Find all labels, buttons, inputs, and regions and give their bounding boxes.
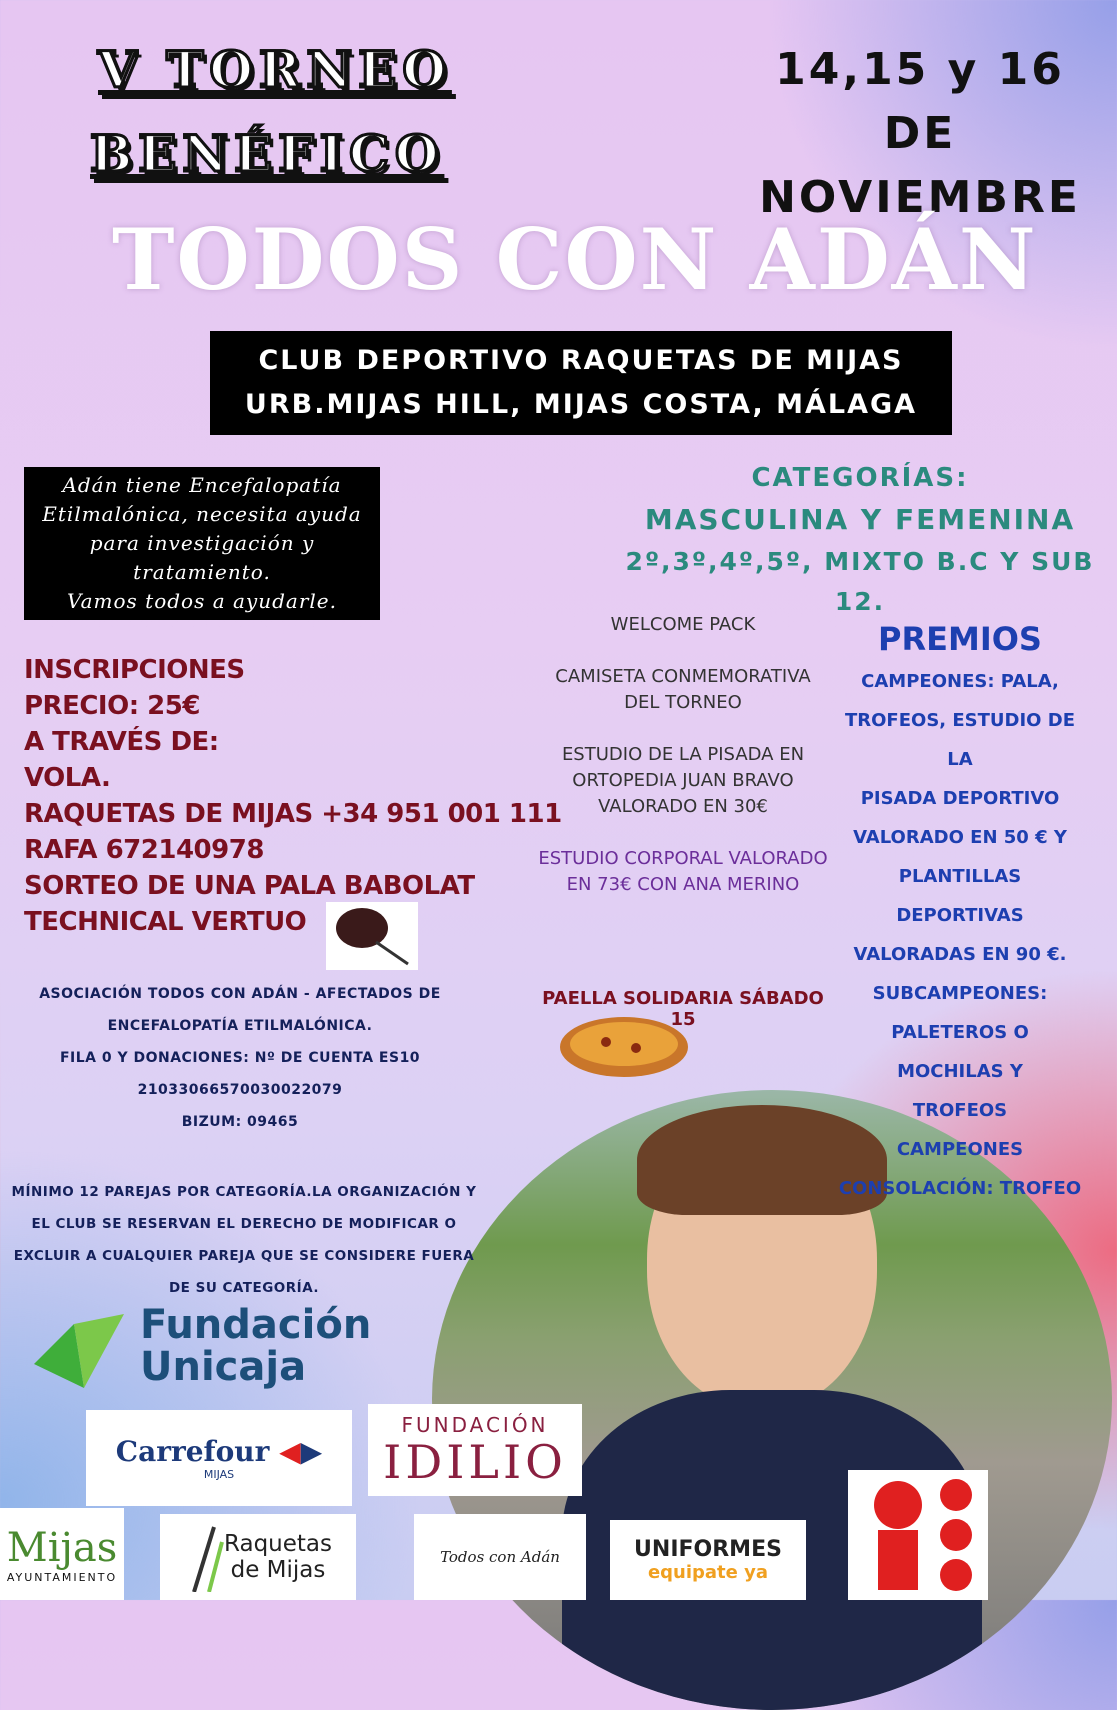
prize-line: SUBCAMPEONES: bbox=[872, 983, 1048, 1004]
idilio-text: IDILIO bbox=[383, 1435, 567, 1489]
mijas-text: Mijas bbox=[6, 1524, 118, 1571]
prize-line: PLANTILLAS DEPORTIVAS bbox=[896, 866, 1024, 926]
venue-line1: CLUB DEPORTIVO RAQUETAS DE MIJAS bbox=[258, 345, 904, 376]
unicaja-text: Fundación bbox=[140, 1302, 372, 1348]
rules-line: EXCLUIR A CUALQUIER PAREJA QUE SE CONSIDERE FUERA bbox=[13, 1248, 475, 1264]
prizes-title: PREMIOS bbox=[878, 620, 1042, 658]
categories-line2: 2º,3º,4º,5º, MIXTO B.C Y SUB 12. bbox=[625, 547, 1095, 616]
padel-racket-image bbox=[326, 902, 418, 970]
paella-image bbox=[556, 1014, 692, 1084]
uniformes-sub: equipate ya bbox=[647, 1562, 769, 1583]
raquetas-text: Raquetas bbox=[224, 1531, 332, 1557]
inscriptions-line: TECHNICAL VERTUO bbox=[24, 907, 307, 937]
venue-box bbox=[210, 331, 952, 435]
rules-line: MÍNIMO 12 PAREJAS POR CATEGORÍA.LA ORGANIZACIÓN Y bbox=[11, 1184, 477, 1200]
inscriptions-line: INSCRIPCIONES bbox=[24, 655, 245, 685]
red-sports-logo bbox=[848, 1470, 988, 1600]
date-line2: NOVIEMBRE bbox=[759, 172, 1081, 223]
prizes bbox=[835, 620, 1085, 1208]
carrefour-sub: MIJAS bbox=[203, 1468, 235, 1481]
info-line: Vamos todos a ayudarle. bbox=[67, 589, 337, 613]
mijas-logo bbox=[0, 1508, 124, 1600]
inscriptions-line: PRECIO: 25€ bbox=[24, 691, 200, 721]
info-box bbox=[24, 467, 380, 620]
unicaja-logo bbox=[24, 1304, 371, 1388]
welcome-pack bbox=[530, 612, 836, 898]
uniformes-text: UNIFORMES bbox=[634, 1537, 782, 1562]
inscriptions-line: SORTEO DE UNA PALA BABOLAT bbox=[24, 871, 475, 901]
prize-line: PISADA DEPORTIVO bbox=[860, 788, 1060, 809]
raquetas-text: de Mijas bbox=[230, 1557, 326, 1583]
rules-line: EL CLUB SE RESERVAN EL DERECHO DE MODIFICAR O bbox=[31, 1216, 457, 1232]
inscriptions-line: A TRAVÉS DE: bbox=[24, 727, 219, 757]
association-line: FILA 0 Y DONACIONES: Nº DE CUENTA ES10 bbox=[59, 1050, 421, 1066]
carrefour-text: Carrefour bbox=[115, 1435, 270, 1468]
association-info bbox=[20, 978, 460, 1138]
prize-line: VALORADO EN 50 € Y bbox=[853, 827, 1067, 848]
association-line: ASOCIACIÓN TODOS CON ADÁN - AFECTADOS DE bbox=[39, 986, 441, 1002]
idilio-logo bbox=[368, 1404, 582, 1496]
inscriptions bbox=[24, 652, 562, 940]
prize-line: TROFEOS bbox=[912, 1100, 1008, 1121]
idilio-top: FUNDACIÓN bbox=[401, 1413, 549, 1437]
welcome-pack-item: CAMISETA CONMEMORATIVA DEL TORNEO bbox=[555, 666, 811, 713]
welcome-pack-title: WELCOME PACK bbox=[610, 614, 756, 635]
title-line1: V TORNEO bbox=[98, 40, 452, 99]
paella-label: PAELLA SOLIDARIA SÁBADO 15 bbox=[542, 988, 824, 1030]
prize-line: PALETEROS O MOCHILAS Y bbox=[891, 1022, 1029, 1082]
association-line: 21033066570030022079 bbox=[137, 1082, 343, 1098]
todos-con-adan-logo bbox=[414, 1514, 586, 1600]
carrefour-logo: Carrefour ◀▶ MIJAS bbox=[86, 1410, 352, 1506]
association-line: BIZUM: 09465 bbox=[181, 1114, 299, 1130]
info-line: Adán tiene Encefalopatía bbox=[62, 473, 342, 497]
mijas-sub: AYUNTAMIENTO bbox=[6, 1570, 118, 1584]
categories-line1: MASCULINA Y FEMENINA bbox=[644, 503, 1076, 536]
unicaja-leaf-icon bbox=[24, 1304, 124, 1388]
categories-title: CATEGORÍAS: bbox=[751, 463, 969, 493]
raquetas-logo bbox=[160, 1514, 356, 1600]
info-line: tratamiento. bbox=[133, 560, 271, 584]
info-line: Etilmalónica, necesita ayuda bbox=[42, 502, 362, 526]
main-title: TODOS CON ADÁN bbox=[112, 210, 1038, 309]
welcome-pack-item: ESTUDIO CORPORAL VALORADO EN 73€ CON ANA MERINO bbox=[538, 848, 828, 895]
todos-text: Todos con Adán bbox=[440, 1548, 560, 1566]
date-line1: 14,15 y 16 DE bbox=[775, 44, 1065, 159]
association-line: ENCEFALOPATÍA ETILMALÓNICA. bbox=[107, 1018, 373, 1034]
venue-line2: URB.MIJAS HILL, MIJAS COSTA, MÁLAGA bbox=[244, 389, 918, 420]
inscriptions-line: VOLA. bbox=[24, 763, 111, 793]
unicaja-text: Unicaja bbox=[140, 1344, 307, 1390]
carrefour-mark-icon: ◀ bbox=[279, 1435, 301, 1468]
prize-line: CAMPEONES: PALA, bbox=[861, 671, 1059, 692]
prize-line: CONSOLACIÓN: TROFEO bbox=[838, 1178, 1082, 1199]
title-line2: BENÉFICO bbox=[90, 124, 445, 183]
inscriptions-line: RAFA 672140978 bbox=[24, 835, 264, 865]
prize-line: CAMPEONES bbox=[896, 1139, 1024, 1160]
uniformes-logo bbox=[610, 1520, 806, 1600]
prize-line: VALORADAS EN 90 €. bbox=[853, 944, 1067, 965]
rules-line: DE SU CATEGORÍA. bbox=[168, 1280, 320, 1296]
info-line: para investigación y bbox=[89, 531, 315, 555]
inscriptions-line: RAQUETAS DE MIJAS +34 951 001 111 bbox=[24, 799, 562, 829]
welcome-pack-item: ESTUDIO DE LA PISADA EN ORTOPEDIA JUAN BRAVO VALORADO EN 30€ bbox=[561, 744, 805, 817]
prize-line: TROFEOS, ESTUDIO DE LA bbox=[844, 710, 1075, 770]
rules-text bbox=[0, 1176, 494, 1304]
